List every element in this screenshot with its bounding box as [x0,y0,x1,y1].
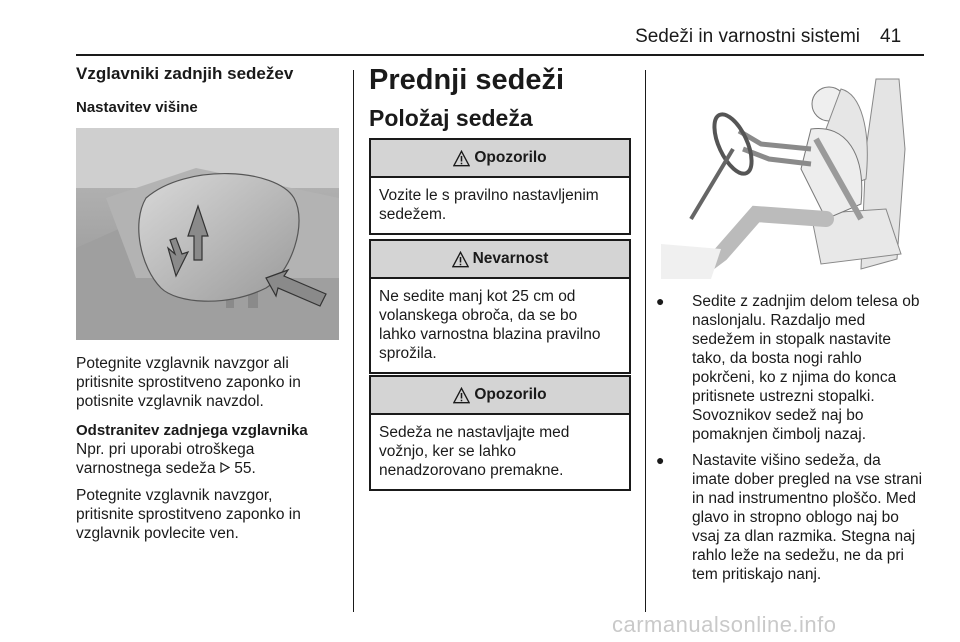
page-reference-link[interactable]: 55. [234,460,256,477]
bullet-text: Nastavite višino sedeža, da imate dober pregled na vse strani in nad instrumentno ploščo. Med glavo in stropno oblogo naj bo vsaj za dlan razmika. Stegna naj rahlo leže na sedežu, ne da pri tem pritiskajo nanj. [692,452,923,583]
subheading-seat-position: Položaj sedeža [369,105,533,131]
warning-box-1-body: Vozite le s pravilno nastavljenim sedežem. [379,187,599,223]
paragraph-adjust-headrest: Potegnite vzglavnik navzgor ali pritisnite sprostitveno zaponko in potisnite vzglavnik navzdol. [76,355,301,410]
warning-triangle-icon [453,150,470,167]
page-reference-arrow-icon [220,462,230,473]
page-number: 41 [880,26,902,47]
subheading-height-adjustment: Nastavitev višine [76,99,198,116]
warning-box-1 [369,138,631,235]
warning-box-2-title: Opozorilo [474,386,547,403]
paragraph-child-seat-note [76,440,346,478]
page-header-title: Sedeži in varnostni sistemi [635,26,860,47]
bullet-text: Sedite z zadnjim delom telesa ob naslonjalu. Razdaljo med sedežem in stopalk nastavite tako, da bosta nogi rahlo pokrčeni, ko z njima do konca pritisnete ustrezni stopalki. Sovoznikov sedež naj bo pomaknjen čimbolj nazaj. [692,293,920,443]
seating-image [661,69,924,279]
section-heading-front-seats: Prednji sedeži [369,64,565,96]
danger-box-body: Ne sedite manj kot 25 cm od volanskega obroča, da se bo lahko varnostna blazina pravilno sprožila. [379,288,601,362]
header-rule [76,54,924,56]
headrest-image [76,128,339,340]
column-divider-left [353,70,354,612]
warning-box-1-title: Opozorilo [474,149,547,166]
danger-box-header [371,241,629,279]
warning-box-2-body: Sedeža ne nastavljajte med vožnjo, ker se lahko nenadzorovano premakne. [379,424,570,479]
warning-box-2-header [371,377,629,415]
warning-triangle-icon [452,251,469,268]
seating-position-illustration [661,69,924,279]
headrest-illustration [76,128,339,340]
child-seat-note-text: Npr. pri uporabi otroškega varnostnega sedeža [76,441,255,477]
warning-triangle-icon [453,387,470,404]
bullet-icon: ● [656,452,665,468]
bullet-icon: ● [656,293,665,309]
watermark: carmanualsonline.info [612,612,837,637]
column-divider-right [645,70,646,612]
warning-box-1-header [371,140,629,178]
danger-box [369,239,631,374]
paragraph-remove-headrest: Potegnite vzglavnik navzgor, pritisnite sprostitveno zaponko in vzglavnik povlecite ven. [76,487,301,542]
section-heading-rear-headrests: Vzglavniki zadnjih sedežev [76,64,294,83]
subheading-remove-headrest: Odstranitev zadnjega vzglavnika [76,422,308,439]
warning-box-2 [369,375,631,491]
danger-box-title: Nevarnost [472,250,549,267]
